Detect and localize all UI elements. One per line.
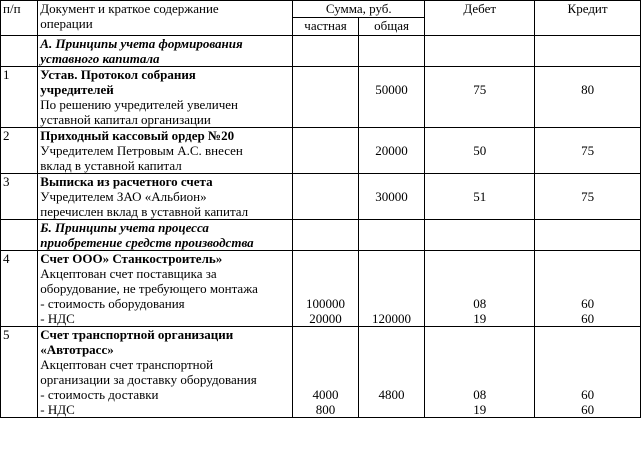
header-row <box>1 1 641 18</box>
row-debit: 51 <box>425 174 535 220</box>
row-num: 1 <box>1 67 38 128</box>
header-document <box>38 1 293 36</box>
row-private <box>293 67 359 128</box>
row-num: 3 <box>1 174 38 220</box>
table-row <box>1 251 641 327</box>
table-row <box>1 174 641 220</box>
row-total: 20000 <box>358 128 425 174</box>
row-total: 4800 <box>358 327 425 418</box>
row-total: 30000 <box>358 174 425 220</box>
header-document-line2: операции <box>40 16 93 31</box>
row-debit: 08 19 <box>425 327 535 418</box>
row-private <box>293 174 359 220</box>
row-num: 5 <box>1 327 38 418</box>
section-row-a <box>1 36 641 67</box>
header-document-line1: Документ и краткое содержание <box>40 1 219 16</box>
table-row <box>1 327 641 418</box>
row-document: Приходный кассовый ордер №20 Учредителем Петровым А.С. внесен вклад в уставной капитал <box>38 128 293 174</box>
row-credit: 60 60 <box>535 327 641 418</box>
header-total: общая <box>358 18 425 36</box>
row-num: 2 <box>1 128 38 174</box>
row-debit: 08 19 <box>425 251 535 327</box>
header-sum: Сумма, руб. <box>293 1 425 18</box>
section-b-title: Б. Принципы учета процесса приобретение средств производства <box>38 220 293 251</box>
row-credit: 60 60 <box>535 251 641 327</box>
row-private: 100000 20000 <box>293 251 359 327</box>
row-private: 4000 800 <box>293 327 359 418</box>
row-document: Счет ООО» Станкостроитель» Акцептован счет поставщика за оборудование, не требующего монтажа - стоимость оборудования - НДС <box>38 251 293 327</box>
row-document: Устав. Протокол собрания учредителей По решению учредителей увеличен уставной капитал организации <box>38 67 293 128</box>
header-private: частная <box>293 18 359 36</box>
row-document: Счет транспортной организации «Автотрасс» Акцептован счет транспортной организации за доставку оборудования - стоимость доставки - НДС <box>38 327 293 418</box>
header-num: п/п <box>1 1 38 36</box>
section-row-b <box>1 220 641 251</box>
row-credit: 75 <box>535 174 641 220</box>
row-total: 120000 <box>358 251 425 327</box>
row-total: 50000 <box>358 67 425 128</box>
table-row <box>1 67 641 128</box>
table-row <box>1 128 641 174</box>
header-debit: Дебет <box>425 1 535 36</box>
row-num: 4 <box>1 251 38 327</box>
header-credit: Кредит <box>535 1 641 36</box>
row-private <box>293 128 359 174</box>
row-document: Выписка из расчетного счета Учредителем ЗАО «Альбион» перечислен вклад в уставной капитал <box>38 174 293 220</box>
row-credit: 75 <box>535 128 641 174</box>
row-credit: 80 <box>535 67 641 128</box>
section-a-title: А. Принципы учета формирования уставного капитала <box>38 36 293 67</box>
row-debit: 75 <box>425 67 535 128</box>
row-debit: 50 <box>425 128 535 174</box>
